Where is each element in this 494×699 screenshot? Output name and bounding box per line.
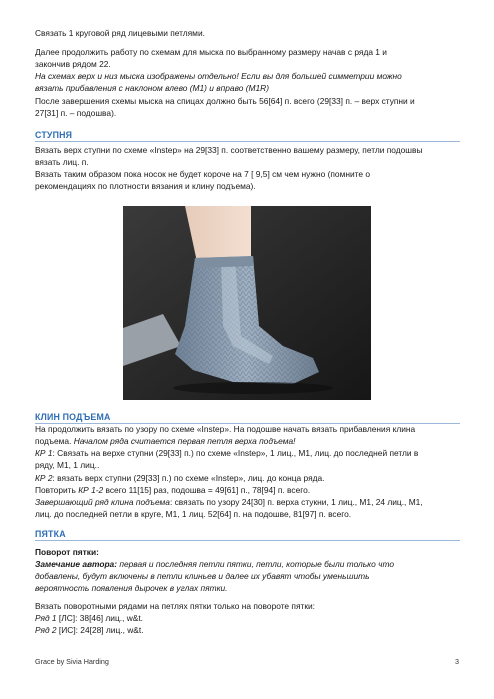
gusset-line	[35, 473, 465, 485]
gusset-line	[35, 448, 465, 460]
round-label: КР 2	[35, 473, 53, 483]
intro-italic-line: вязать прибавления с наклоном влево (M1) и вправо (M1R)	[35, 83, 270, 93]
intro-italic-line: На схемах верх и низ мыска изображены отдельно! Если вы для большей симметрии можно	[35, 71, 402, 81]
gusset-note: Началом ряда считается первая петля верха подъема!	[73, 436, 296, 446]
page-number: 3	[455, 657, 459, 666]
row-text: [ИС]: 24[28] лиц., w&t.	[56, 625, 144, 635]
round-label: КР 1	[35, 448, 53, 458]
foot-line: Вязать верх ступни по схеме «Instep» на 29[33] п. соответственно вашему размеру, петли подошвы	[35, 145, 423, 155]
heel-row-line	[35, 625, 465, 637]
foot-line: вязать лиц. п.	[35, 157, 89, 167]
section-heading-heel: ПЯТКА	[35, 529, 66, 539]
footer-credit: Grace by Sivia Harding	[35, 657, 109, 666]
gusset-line	[35, 485, 465, 497]
row-label: Ряд 2	[35, 625, 57, 635]
heel-note-line	[35, 559, 465, 571]
heading-rule	[35, 540, 460, 541]
intro-line: Связать 1 круговой ряд лицевыми петлями.	[35, 28, 205, 38]
heel-note-line: вероятность появления дырочек в углах пятки.	[35, 583, 228, 593]
gusset-line: ряду, M1, 1 лиц..	[35, 460, 100, 470]
foot-line: Вязать таким образом пока носок не будет короче на 7 [ 9,5] см чем нужно (помните о	[35, 169, 371, 179]
note-label: Замечание автора:	[35, 559, 118, 569]
sock-photo	[123, 206, 371, 400]
round-label: КР 1-2	[78, 485, 104, 495]
gusset-line	[35, 497, 465, 509]
gusset-text: подъема.	[35, 436, 74, 446]
intro-line: закончив рядом 22.	[35, 59, 111, 69]
gusset-line: На продолжить вязать по узору по схеме «Instep». На подошве начать вязать прибавления клина	[35, 424, 416, 434]
row-label: Ряд 1	[35, 613, 57, 623]
gusset-line	[35, 436, 465, 448]
heel-row-line	[35, 613, 465, 625]
section-heading-gusset: КЛИН ПОДЪЕМА	[35, 412, 111, 422]
heel-note-line: добавлены, будут включены в петли клиньев и далее их убавят чтобы уменьшить	[35, 571, 370, 581]
gusset-text: : вязать верх ступни (29[33] п.) по схеме «Instep», лиц. до конца ряда.	[52, 473, 325, 483]
intro-line: 27[31] п. – подошва).	[35, 108, 117, 118]
section-heading-foot: СТУПНЯ	[35, 130, 73, 140]
row-text: [ЛС]: 38[46] лиц., w&t.	[56, 613, 144, 623]
gusset-text: Повторить	[35, 485, 79, 495]
round-label: Завершающий ряд клина подъема	[35, 497, 170, 507]
intro-line: После завершения схемы мыска на спицах должно быть 56[64] п. всего (29[33] п. – верх ступни и	[35, 96, 415, 106]
heading-rule	[35, 141, 460, 142]
sock-illustration	[123, 206, 371, 400]
gusset-text: всего 11[15] раз, подошва = 49[61] п., 78[94] п. всего.	[103, 485, 311, 495]
heel-line: Вязать поворотными рядами на петлях пятки только на повороте пятки:	[35, 601, 315, 611]
gusset-text: : Связать на верхе ступни (29[33] п.) по схеме «Instep», 1 лиц., M1, лиц. до последней петли в	[52, 448, 419, 458]
foot-line: рекомендациях по плотности вязания и клину подъема).	[35, 181, 256, 191]
gusset-text: : связать по узору 24[30] п. верха стукни, 1 лиц., M1, 24 лиц., M1,	[169, 497, 423, 507]
gusset-line: лиц. до последней петли в круге, M1, 1 лиц. 52[64] п. на подошве, 81[97] п. всего.	[35, 509, 352, 519]
intro-line: Далее продолжить работу по схемам для мыска по выбранному размеру начав с ряда 1 и	[35, 47, 387, 57]
heel-subheading: Поворот пятки:	[35, 547, 99, 557]
note-text: первая и последняя петли пятки, петли, которые были только что	[117, 559, 394, 569]
